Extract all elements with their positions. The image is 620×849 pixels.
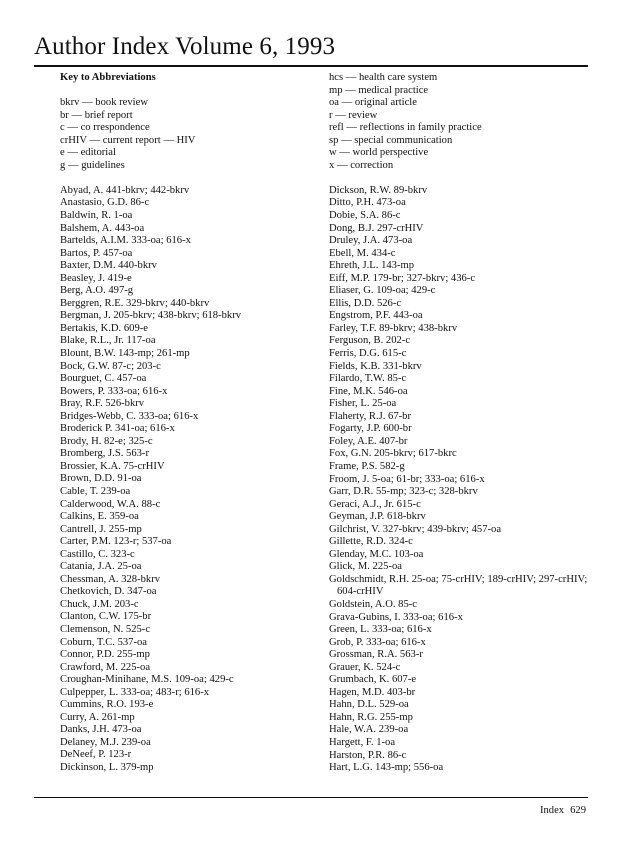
author-entry: Garr, D.R. 55-mp; 323-c; 328-bkrv (329, 486, 478, 498)
author-entry: Hahn, D.L. 529-oa (329, 699, 409, 711)
footer-label: Index (539, 805, 565, 816)
author-entry: DeNeef, P. 123-r (60, 749, 132, 761)
author-entry: Dickson, R.W. 89-bkrv (329, 184, 428, 196)
author-entry: Hargett, F. 1-oa (329, 736, 396, 748)
author-entry: Grava-Gubins, I. 333-oa; 616-x (329, 611, 463, 623)
author-entry: Connor, P.D. 255-mp (60, 649, 150, 661)
author-entry: Goldschmidt, R.H. 25-oa; 75-crHIV; 189-crHIV; 297-crHIV; 604-crHIV (329, 573, 588, 598)
author-entry: Grauer, K. 524-c (329, 661, 401, 673)
author-entry: Goldstein, A.O. 85-c (329, 598, 417, 610)
author-entry: Fisher, L. 25-oa (329, 398, 397, 410)
author-entry: Brody, H. 82-e; 325-c (60, 435, 153, 447)
author-entry: Cable, T. 239-oa (60, 486, 131, 497)
author-entry: Grumbach, K. 607-e (329, 674, 417, 686)
author-entry: Harston, P.R. 86-c (329, 749, 407, 761)
author-entry: Bridges-Webb, C. 333-oa; 616-x (60, 410, 199, 422)
author-entry: Eiff, M.P. 179-br; 327-bkrv; 436-c (329, 272, 476, 284)
author-entry: Bock, G.W. 87-c; 203-c (60, 360, 161, 372)
page-number: 629 (570, 805, 586, 816)
author-entry: Dobie, S.A. 86-c (329, 210, 401, 222)
author-entry: Gillette, R.D. 324-c (329, 536, 413, 548)
author-entry: Bartelds, A.I.M. 333-oa; 616-x (60, 235, 191, 247)
author-entry: Filardo, T.W. 85-c (329, 373, 407, 385)
author-entry: Anastasio, G.D. 86-c (60, 197, 150, 209)
author-entry: Catania, J.A. 25-oa (60, 561, 142, 573)
section-gap (60, 172, 310, 185)
page-footer (534, 805, 586, 816)
author-entry: Hagen, M.D. 403-br (329, 686, 416, 698)
author-entry: Bray, R.F. 526-bkrv (60, 398, 145, 410)
author-entry: Geyman, J.P. 618-bkrv (329, 511, 426, 523)
author-entry: Blake, R.L., Jr. 117-oa (60, 335, 156, 347)
author-entry: Chessman, A. 328-bkrv (60, 573, 161, 585)
key-heading: Key to Abbreviations (60, 72, 156, 83)
author-entry: Bromberg, J.S. 563-r (60, 448, 149, 460)
author-entry: Glenday, M.C. 103-oa (329, 548, 424, 560)
author-entry: Engstrom, P.F. 443-oa (329, 310, 423, 322)
author-entry: Fields, K.B. 331-bkrv (329, 360, 422, 372)
author-entry: Grob, P. 333-oa; 616-x (329, 636, 426, 648)
author-entry: Ellis, D.D. 526-c (329, 297, 402, 309)
author-entry: Delaney, M.J. 239-oa (60, 736, 151, 748)
abbreviation-item: br — brief report (60, 109, 133, 121)
author-entry: Calderwood, W.A. 88-c (60, 498, 161, 510)
right-column (329, 72, 591, 775)
author-entry: Dickinson, L. 379-mp (60, 762, 154, 774)
author-entry: Chetkovich, D. 347-oa (60, 586, 157, 598)
author-entry: Foley, A.E. 407-br (329, 435, 408, 447)
abbreviation-item: c — co rrespondence (60, 122, 150, 134)
author-entry: Clanton, C.W. 175-br (60, 611, 152, 623)
key-list-right (329, 72, 591, 172)
author-entry: Cummins, R.O. 193-e (60, 699, 154, 711)
header-rule (34, 65, 588, 67)
author-entry: Danks, J.H. 473-oa (60, 724, 142, 736)
author-entry: Ditto, P.H. 473-oa (329, 197, 406, 209)
page-title: Author Index Volume 6, 1993 (34, 33, 336, 60)
author-entry: Berggren, R.E. 329-bkrv; 440-bkrv (60, 297, 210, 309)
author-entry: Bertakis, K.D. 609-e (60, 322, 148, 334)
author-entry: Hale, W.A. 239-oa (329, 724, 409, 736)
author-entry: Balshem, A. 443-oa (60, 222, 145, 234)
abbreviation-item: r — review (329, 109, 378, 121)
author-entry: Brown, D.D. 91-oa (60, 473, 142, 485)
author-entry: Broderick P. 341-oa; 616-x (60, 423, 175, 435)
author-entry: Bourguet, C. 457-oa (60, 373, 147, 385)
author-entry: Carter, P.M. 123-r; 537-oa (60, 536, 172, 548)
author-entry: Fox, G.N. 205-bkrv; 617-bkrc (329, 448, 457, 460)
author-entry: Crawford, M. 225-oa (60, 661, 151, 673)
author-entry: Fogarty, J.P. 600-br (329, 423, 412, 435)
author-entry: Gilchrist, V. 327-bkrv; 439-bkrv; 457-oa (329, 523, 502, 535)
author-entry: Bartos, P. 457-oa (60, 247, 133, 259)
abbreviation-item: bkrv — book review (60, 97, 148, 109)
author-entry: Baldwin, R. 1-oa (60, 209, 133, 221)
author-entry: Chuck, J.M. 203-c (60, 598, 139, 610)
author-entry: Beasley, J. 419-e (60, 272, 132, 284)
author-entry: Curry, A. 261-mp (60, 711, 135, 723)
author-entry: Geraci, A.J., Jr. 615-c (329, 498, 421, 510)
author-list-right (329, 185, 591, 775)
abbreviation-item: g — guidelines (60, 159, 125, 171)
author-entry: Bowers, P. 333-oa; 616-x (60, 385, 168, 397)
author-entry: Blount, B.W. 143-mp; 261-mp (60, 347, 190, 359)
author-entry: Ehreth, J.L. 143-mp (329, 260, 415, 272)
author-list-left (60, 185, 310, 775)
author-entry: Froom, J. 5-oa; 61-br; 333-oa; 616-x (329, 473, 485, 485)
abbreviation-item: x — correction (329, 159, 394, 171)
abbreviation-item: refl — reflections in family practice (329, 122, 482, 134)
author-entry: Coburn, T.C. 537-oa (60, 636, 147, 648)
author-entry: Green, L. 333-oa; 616-x (329, 624, 432, 636)
author-entry: Abyad, A. 441-bkrv; 442-bkrv (60, 184, 190, 196)
author-entry: Clemenson, N. 525-c (60, 624, 151, 636)
key-list-left (60, 97, 310, 172)
author-entry: Culpepper, L. 333-oa; 483-r; 616-x (60, 686, 210, 698)
abbreviation-item: hcs — health care system (329, 72, 438, 83)
author-entry: Calkins, E. 359-oa (60, 511, 139, 523)
left-column (60, 72, 310, 775)
author-entry: Dong, B.J. 297-crHIV (329, 222, 424, 234)
abbreviation-item: sp — special communication (329, 134, 453, 146)
author-entry: Flaherty, R.J. 67-br (329, 410, 411, 422)
author-entry: Grossman, R.A. 563-r (329, 649, 423, 661)
author-entry: Croughan-Minihane, M.S. 109-oa; 429-c (60, 674, 234, 686)
author-entry: Hart, L.G. 143-mp; 556-oa (329, 762, 444, 774)
author-entry: Castillo, C. 323-c (60, 548, 135, 560)
abbreviation-item: w — world perspective (329, 147, 429, 159)
author-entry: Frame, P.S. 582-g (329, 460, 405, 472)
section-gap (329, 172, 591, 185)
abbreviation-item: crHIV — current report — HIV (60, 134, 196, 146)
author-entry: Hahn, R.G. 255-mp (329, 711, 413, 723)
author-entry: Glick, M. 225-oa (329, 561, 402, 573)
author-entry: Bergman, J. 205-bkrv; 438-bkrv; 618-bkrv (60, 310, 242, 322)
author-entry: Baxter, D.M. 440-bkrv (60, 260, 157, 272)
author-entry: Fine, M.K. 546-oa (329, 385, 408, 397)
author-entry: Farley, T.F. 89-bkrv; 438-bkrv (329, 322, 458, 334)
abbreviation-item: e — editorial (60, 147, 116, 159)
author-entry: Eliaser, G. 109-oa; 429-c (329, 285, 436, 297)
abbreviation-item: mp — medical practice (329, 84, 429, 96)
author-entry: Ferguson, B. 202-c (329, 335, 411, 347)
author-entry: Berg, A.O. 497-g (60, 285, 134, 297)
abbreviation-item: oa — original article (329, 97, 417, 109)
author-entry: Cantrell, J. 255-mp (60, 523, 142, 535)
footer-rule (34, 797, 588, 798)
author-entry: Druley, J.A. 473-oa (329, 235, 413, 247)
author-entry: Ebell, M. 434-c (329, 247, 396, 259)
author-entry: Brossier, K.A. 75-crHIV (60, 460, 165, 472)
author-entry: Ferris, D.G. 615-c (329, 348, 407, 360)
